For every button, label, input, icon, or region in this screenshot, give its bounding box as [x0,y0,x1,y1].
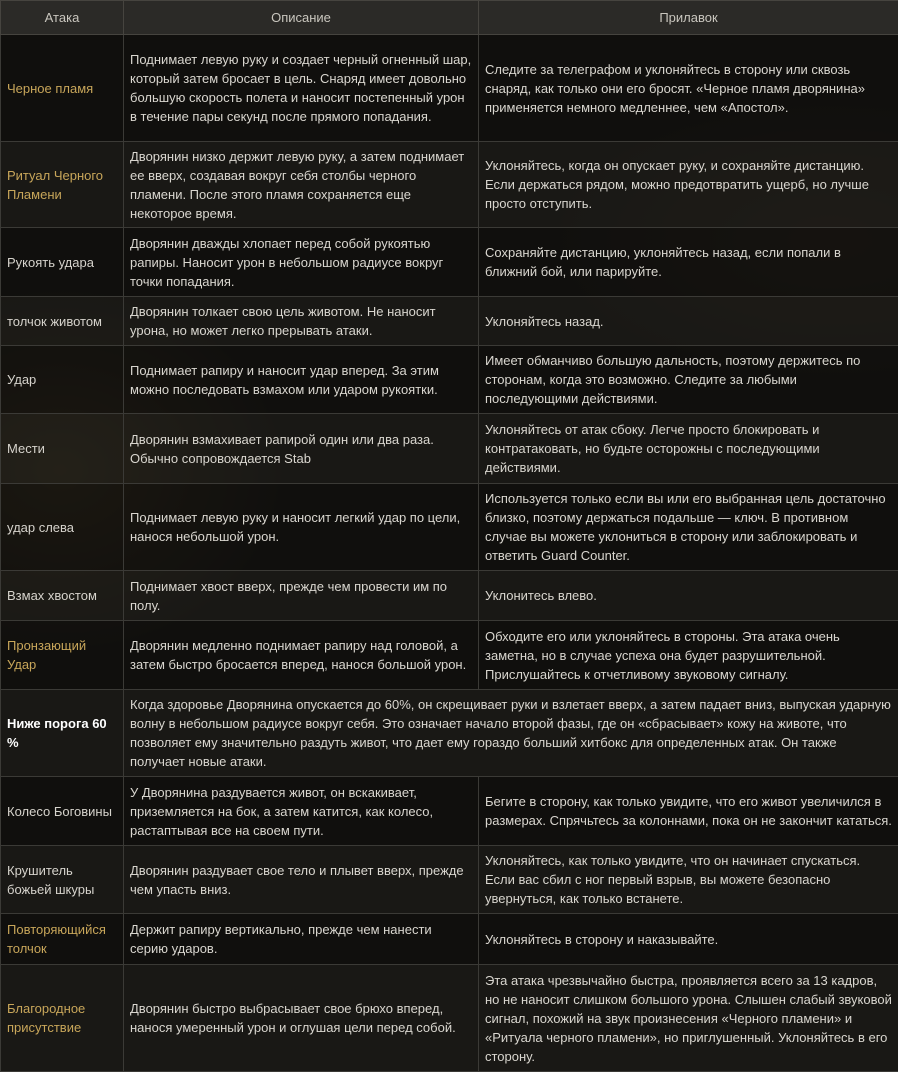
attack-counter: Уклонитесь влево. [479,571,898,621]
attack-counter: Уклоняйтесь в сторону и наказывайте. [479,914,898,965]
attack-description: Поднимает левую руку и наносит легкий удар по цели, нанося небольшой урон. [124,484,479,571]
attack-description: Дворянин дважды хлопает перед собой рукоятью рапиры. Наносит урон в небольшом радиусе вокруг точки попадания. [124,228,479,297]
attack-name[interactable]: Повторяющийся толчок [1,914,124,965]
attack-counter: Обходите его или уклоняйтесь в стороны. Эта атака очень заметна, но в случае успеха она будет разрушительной. Прислушайтесь к отчетливому звуковому сигналу. [479,621,898,690]
attack-counter: Уклоняйтесь, когда он опускает руку, и сохраняйте дистанцию. Если держаться рядом, можно предотвратить ущерб, но лучше просто отступить. [479,142,898,228]
table-row [1,484,898,571]
attack-description: Дворянин быстро выбрасывает свое брюхо вперед, нанося умеренный урон и оглушая цели перед собой. [124,965,479,1072]
attack-description: Поднимает рапиру и наносит удар вперед. За этим можно последовать взмахом или ударом рукоятки. [124,346,479,414]
attack-name: Мести [1,414,124,484]
table-row [1,297,898,346]
attack-counter: Сохраняйте дистанцию, уклоняйтесь назад, если попали в ближний бой, или парируйте. [479,228,898,297]
attack-description: Когда здоровье Дворянина опускается до 60%, он скрещивает руки и взлетает вверх, а затем падает вниз, выпуская ударную волну в небольшом радиусе вокруг себя. Это означает начало второй фазы, где он «сбрасывает» кожу на животе, что позволяет ему значительно раздуть живот, что дает ему гораздо больший хитбокс для определенных атак. Он также получает новые атаки. [124,690,898,777]
attack-counter: Имеет обманчиво большую дальность, поэтому держитесь по сторонам, когда это возможно. Следите за любыми последующими действиями. [479,346,898,414]
attack-name: удар слева [1,484,124,571]
attack-description: Дворянин раздувает свое тело и плывет вверх, прежде чем упасть вниз. [124,846,479,914]
table-row [1,690,898,777]
table-row [1,777,898,846]
table-row [1,846,898,914]
header-description: Описание [124,1,479,35]
attack-counter: Следите за телеграфом и уклоняйтесь в сторону или сквозь снаряд, как только они его бросят. «Черное пламя дворянина» применяется немного медленнее, чем «Апостол». [479,35,898,142]
header-attack: Атака [1,1,124,35]
attack-counter: Бегите в сторону, как только увидите, что его живот увеличился в размерах. Спрячьтесь за колоннами, пока он не закончит кататься. [479,777,898,846]
attack-counter: Эта атака чрезвычайно быстра, проявляется всего за 13 кадров, но не наносит слишком большого урона. Слышен слабый звуковой сигнал, похожий на звук произнесения «Черного пламени» и «Ритуала черного пламени», но приглушенный. Уклоняйтесь в его сторону. [479,965,898,1072]
attack-name[interactable]: Ритуал Черного Пламени [1,142,124,228]
table-row [1,621,898,690]
attack-description: У Дворянина раздувается живот, он вскакивает, приземляется на бок, а затем катится, как колесо, растаптывая все на своем пути. [124,777,479,846]
attack-description: Дворянин медленно поднимает рапиру над головой, а затем быстро бросается вперед, нанося большой урон. [124,621,479,690]
attack-name: Взмах хвостом [1,571,124,621]
attack-name: Крушитель божьей шкуры [1,846,124,914]
attack-counter: Уклоняйтесь от атак сбоку. Легче просто блокировать и контратаковать, но будьте осторожны с последующими действиями. [479,414,898,484]
attack-description: Дворянин взмахивает рапирой один или два раза. Обычно сопровождается Stab [124,414,479,484]
table-row [1,346,898,414]
table-header-row [1,1,898,35]
attack-name[interactable]: Черное пламя [1,35,124,142]
attack-counter: Уклоняйтесь назад. [479,297,898,346]
attack-description: Дворянин толкает свою цель животом. Не наносит урона, но может легко прерывать атаки. [124,297,479,346]
attack-name: Колесо Боговины [1,777,124,846]
attack-counter: Используется только если вы или его выбранная цель достаточно близко, поэтому держаться подальше — ключ. В противном случае вы можете уклониться в сторону или заблокировать и ответить Guard Counter. [479,484,898,571]
attack-description: Поднимает левую руку и создает черный огненный шар, который затем бросает в цель. Снаряд имеет довольно большую скорость полета и наносит постепенный урон в течение пары секунд после прямого попадания. [124,35,479,142]
table-row [1,571,898,621]
table-row [1,228,898,297]
table-row [1,914,898,965]
table-row [1,414,898,484]
attack-name[interactable]: Благородное присутствие [1,965,124,1072]
attack-counter: Уклоняйтесь, как только увидите, что он начинает спускаться. Если вас сбил с ног первый взрыв, вы можете безопасно увернуться, как только встанете. [479,846,898,914]
attack-name[interactable]: Пронзающий Удар [1,621,124,690]
attack-name: толчок животом [1,297,124,346]
attack-name: Удар [1,346,124,414]
table-row [1,142,898,228]
header-counter: Прилавок [479,1,898,35]
attack-description: Держит рапиру вертикально, прежде чем нанести серию ударов. [124,914,479,965]
attack-description: Дворянин низко держит левую руку, а затем поднимает ее вверх, создавая вокруг себя столбы черного пламени. После этого пламя сохраняется еще некоторое время. [124,142,479,228]
table-row [1,965,898,1072]
attack-name: Рукоять удара [1,228,124,297]
attack-name: Ниже порога 60 % [1,690,124,777]
attack-description: Поднимает хвост вверх, прежде чем провести им по полу. [124,571,479,621]
table-row [1,35,898,142]
